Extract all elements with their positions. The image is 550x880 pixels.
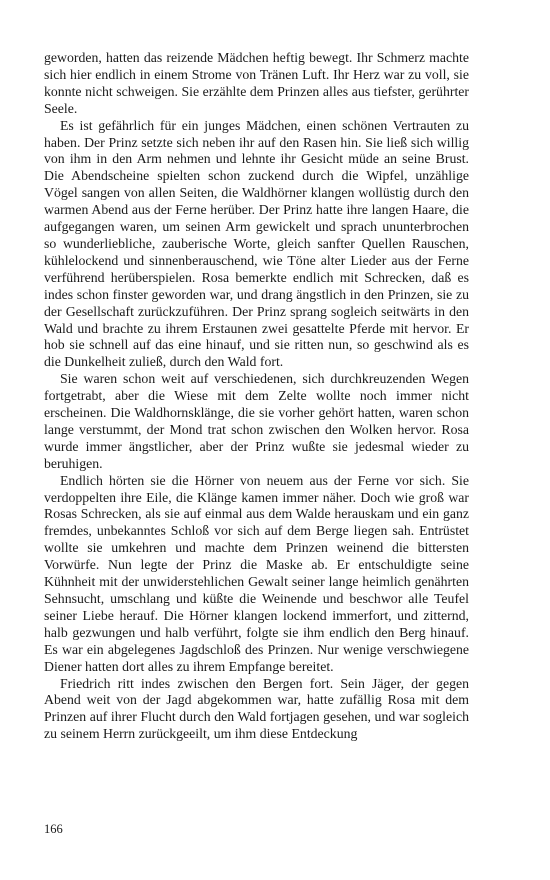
page-number: 166	[44, 822, 63, 836]
paragraph-5: Friedrich ritt indes zwischen den Bergen fort. Sein Jäger, der gegen Abend weit von der Jagd abgekommen war, hatte zufällig Rosa mit dem Prinzen auf ihrer Flucht durch den Wald fortjagen gesehen, und war sogleich zu seinem Herrn zurückgeeilt, um ihm diese Entdeckung	[44, 675, 469, 742]
book-page-text	[44, 50, 469, 743]
paragraph-2: Es ist gefährlich für ein junges Mädchen, einen schönen Vertrauten zu haben. Der Prinz setzte sich neben ihr auf den Rasen hin. Sie ließ sich willig von ihm in den Arm nehmen und lehnte ihr Gesicht müde an seine Brust. Die Abendscheine spielten schon zuckend durch die Wipfel, unzählige Vögel sangen von allen Seiten, die Waldhörner klangen wollüstig durch den warmen Abend aus der Ferne herüber. Der Prinz hatte ihre langen Haare, die aufgegangen waren, um seinen Arm gewickelt und sprach ununterbrochen so wunderliebliche, zauberische Worte, gleich sanfter Quellen Rauschen, kühlelockend und sinnenberauschend, wie Töne alter Lieder aus der Ferne verführend herüberspielen. Rosa bemerkte endlich mit Schrecken, daß es indes schon finster geworden war, und drang ängstlich in den Prinzen, sie zu der Gesellschaft zurückzuführen. Der Prinz sprang sogleich seitwärts in den Wald und brachte zu ihrem Erstaunen zwei gesattelte Pferde mit hervor. Er hob sie schnell auf das eine hinauf, und sie ritten nun, so geschwind als es die Dunkelheit zuließ, durch den Wald fort.	[44, 117, 469, 370]
paragraph-4: Endlich hörten sie die Hörner von neuem aus der Ferne vor sich. Sie verdoppelten ihre Eile, die Klänge kamen immer näher. Doch wie groß war Rosas Schrecken, als sie auf einmal aus dem Walde herauskam und ein ganz fremdes, unbekanntes Schloß vor sich auf dem Berge liegen sah. Entrüstet wollte sie umkehren und machte dem Prinzen weinend die bittersten Vorwürfe. Nun legte der Prinz die Maske ab. Er entschuldigte seine Kühnheit mit der unwiderstehlichen Gewalt seiner lange heimlich genährten Sehnsucht, umschlang und küßte die Weinende und beschwor alle Teufel seiner Liebe herauf. Die Hörner klangen lockend immerfort, und zitternd, halb gezwungen und halb verführt, folgte sie ihm endlich den Berg hinauf. Es war ein abgelegenes Jagdschloß des Prinzen. Nur wenige verschwiegene Diener hatten dort alles zu ihrem Empfange bereitet.	[44, 472, 469, 674]
paragraph-3: Sie waren schon weit auf verschiedenen, sich durchkreuzenden Wegen fortgetrabt, aber die Wiese mit dem Zelte wollte noch immer nicht erscheinen. Die Waldhornsklänge, die sie vorher gehört hatten, waren schon lange verstummt, der Mond trat schon zwischen den Wolken hervor. Rosa wurde immer ängstlicher, aber der Prinz wußte sie jedesmal wieder zu beruhigen.	[44, 371, 469, 471]
paragraph-1: geworden, hatten das reizende Mädchen heftig bewegt. Ihr Schmerz machte sich hier endlich in einem Strome von Tränen Luft. Ihr Herz war zu voll, sie konnte nicht schweigen. Sie erzählte dem Prinzen alles aus tiefster, gerührter Seele.	[44, 50, 469, 116]
